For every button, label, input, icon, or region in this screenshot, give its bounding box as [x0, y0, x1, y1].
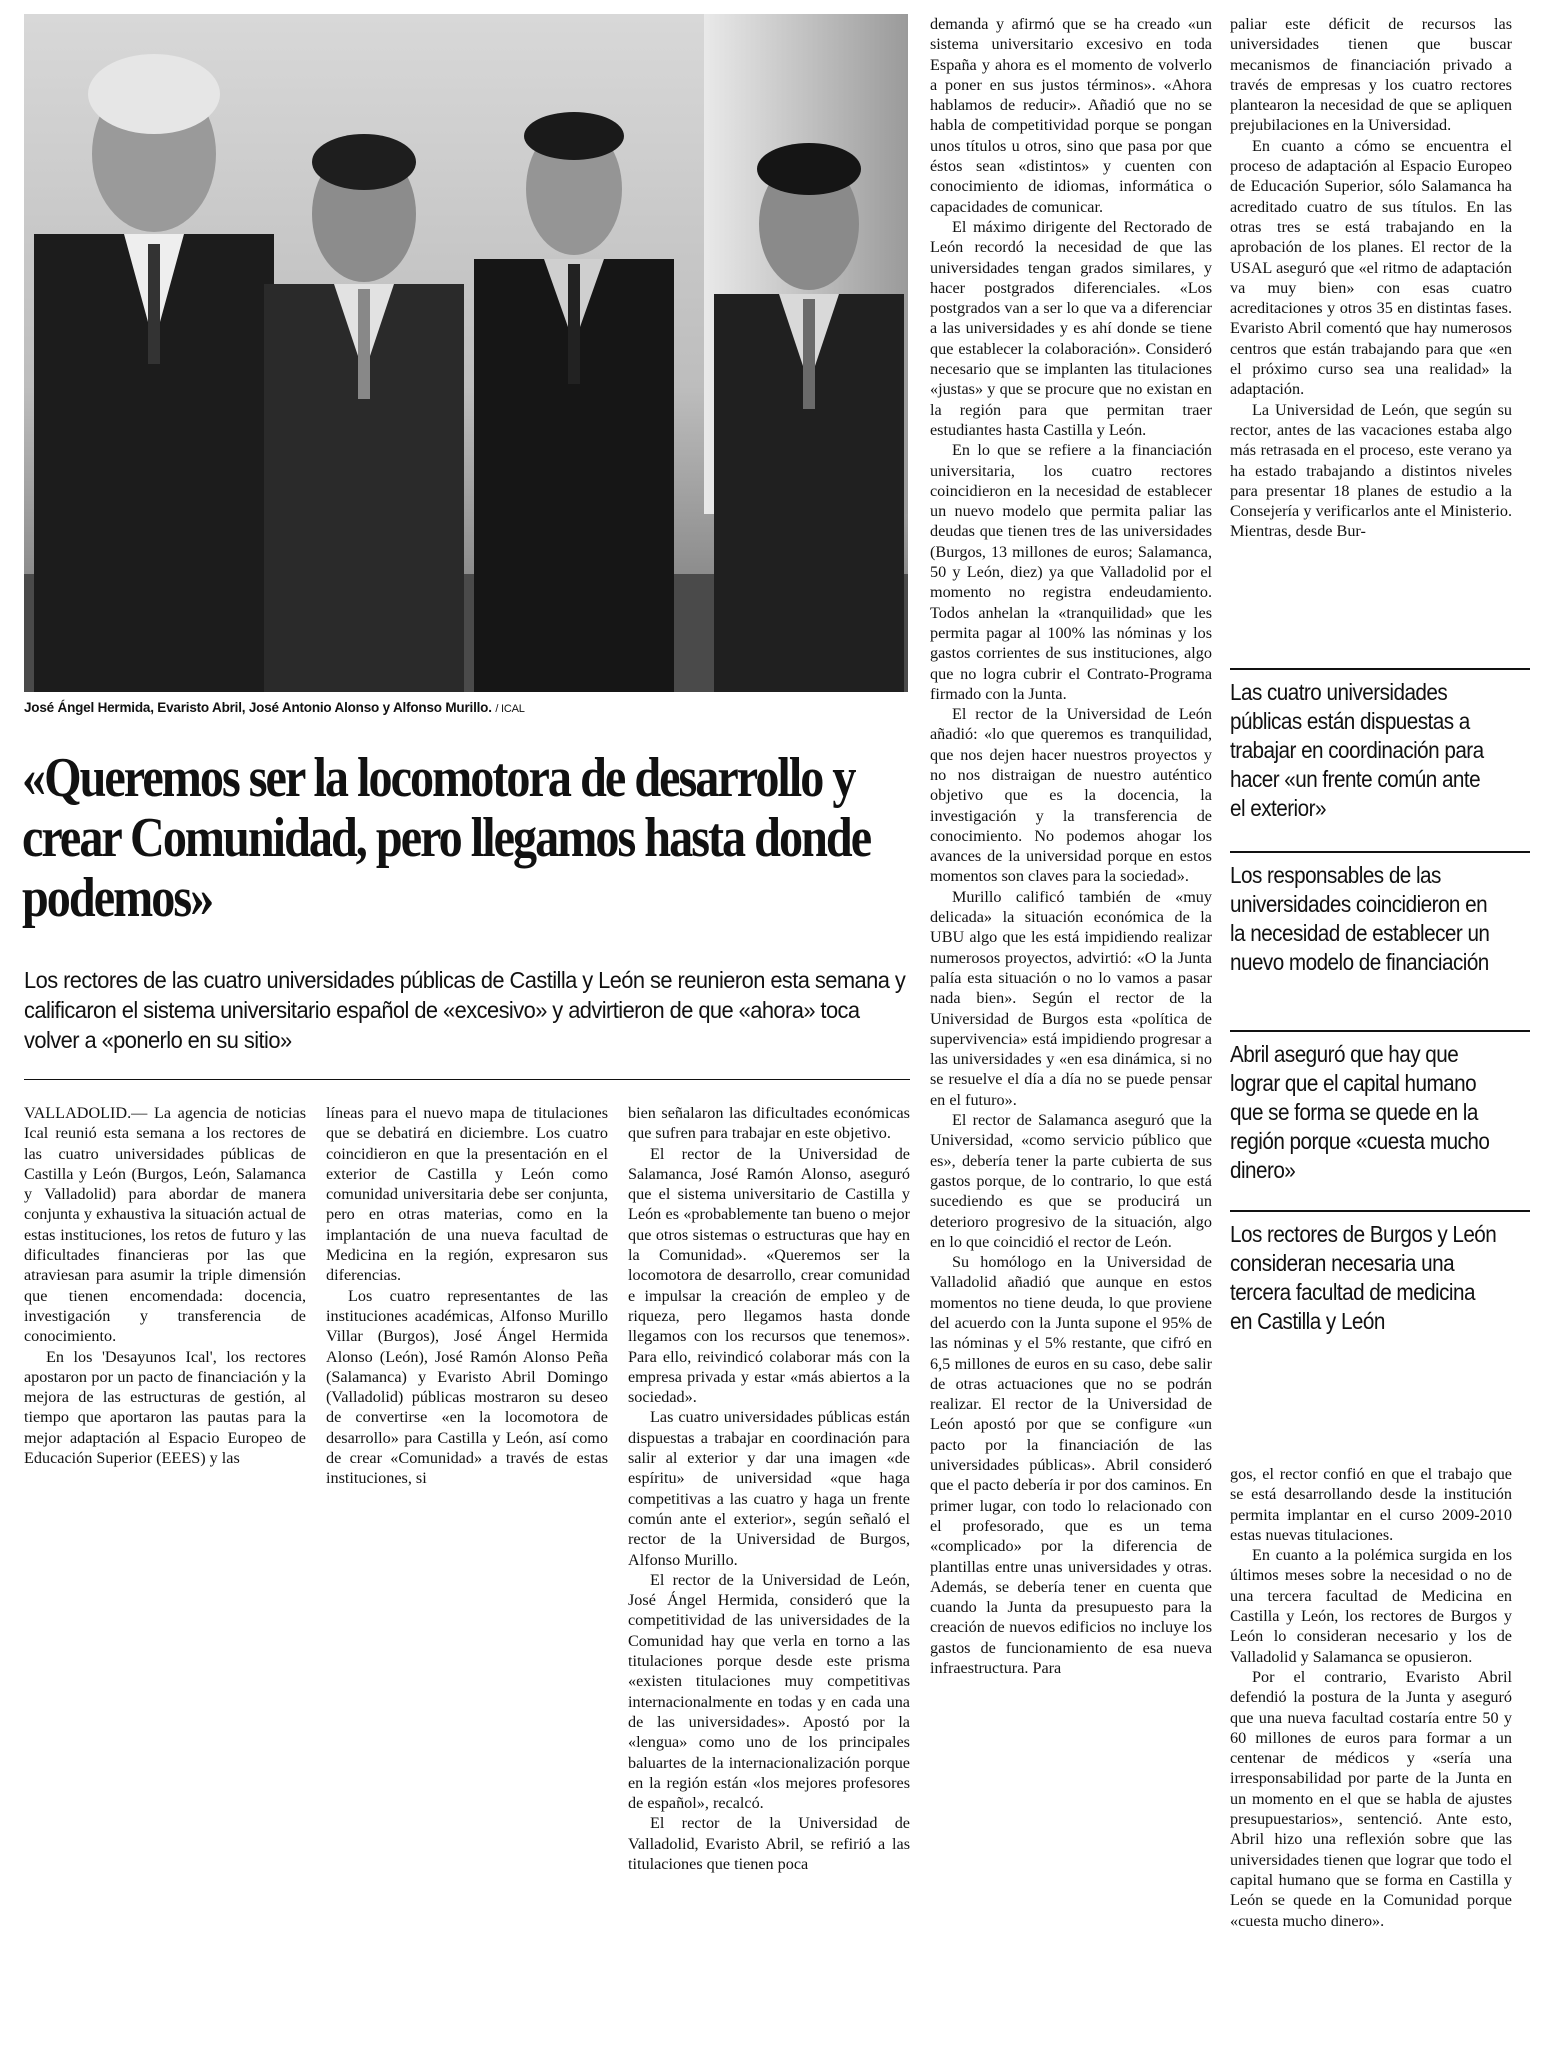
pullquote-3: Abril aseguró que hay que lograr que el capital humano que se forma se quede en la región porque «cuesta mucho dinero»	[1230, 1041, 1490, 1183]
caption-names: José Ángel Hermida, Evaristo Abril, José Antonio Alonso y Alfonso Murillo.	[24, 700, 492, 715]
column-5-continued	[1230, 1464, 1512, 1931]
paragraph: gos, el rector confió en que el trabajo que se está desarrollando desde la institución permita implantar en el curso 2009-2010 estas nuevas titulaciones.	[1230, 1465, 1512, 1544]
paragraph: paliar este déficit de recursos las universidades tienen que buscar mecanismos de financiación privado a través de empresas y los cuatro rectores plantearon la necesidad de que se apliquen prejubilaciones en la Universidad.	[1230, 15, 1512, 135]
section-divider	[24, 1079, 910, 1080]
headline: «Queremos ser la locomotora de desarrollo y crear Comunidad, pero llegamos hasta donde podemos»	[22, 747, 871, 929]
pullquote-rule	[1230, 1030, 1530, 1032]
paragraph: La Universidad de León, que según su rector, antes de las vacaciones estaba algo más retrasada en el proceso, este verano ya ha estado trabajando a distintos niveles para presentar 18 planes de estudio a la Consejería y verificarlos ante el Ministerio. Mientras, desde Bur-	[1230, 400, 1512, 541]
paragraph: En cuanto a cómo se encuentra el proceso de adaptación al Espacio Europeo de Educación Superior, sólo Salamanca ha acreditado cuatro de sus títulos. En las otras tres se está trabajando en la aprobación de los planes. El rector de la USAL aseguró que «el ritmo de adaptación va muy bien» con esas cuatro acreditaciones y otros 35 en distintas fases. Evaristo Abril comentó que hay numerosos centros que están trabajando para que «en el próximo curso sea una realidad» la adaptación.	[1230, 136, 1512, 399]
column-3	[628, 1103, 910, 1874]
paragraph: VALLADOLID.— La agencia de noticias Ical reunió esta semana a los rectores de las cuatro universidades públicas de Castilla y León (Burgos, León, Salamanca y Valladolid) para abordar de manera conjunta y exhaustiva la situación actual de estas instituciones, los retos de futuro y las dificultades financieras por las que atraviesan para asumir la triple dimensión que tienen encomendada: docencia, investigación y transferencia de conocimiento.	[24, 1104, 306, 1346]
paragraph: El rector de la Universidad de León, José Ángel Hermida, consideró que la competitividad de las universidades de la Comunidad hay que verla en torno a las titulaciones porque desde este prisma «existen titulaciones muy competitivas internacionalmente en todas y en cada una de las universidades». Apostó por la «lengua» como uno de los principales baluartes de la internacionalización porque en la región están «los mejores profesores de español», recalcó.	[628, 1570, 910, 1813]
paragraph: Los cuatro representantes de las instituciones académicas, Alfonso Murillo Villar (Burgos), José Ángel Hermida Alonso (León), José Ramón Alonso Peña (Salamanca) y Evaristo Abril Domingo (Valladolid) públicas mostraron su deseo de convertirse «en la locomotora de desarrollo» para Castilla y León, así como de crear «Comunidad» a través de estas instituciones, si	[326, 1286, 608, 1488]
pullquote-2: Los responsables de las universidades coincidieron en la necesidad de establecer un nuevo modelo de financiación	[1230, 862, 1490, 975]
paragraph: El rector de la Universidad de Salamanca, José Ramón Alonso, aseguró que el sistema universitario de Castilla y León es «probablemente tan bueno o mejor que otros sistemas o estructuras que hay en la Comunidad». «Queremos ser la locomotora de desarrollo, crear comunidad e impulsar la creación de empleo y de riqueza, pero llegamos hasta donde llegamos con los recursos que tenemos». Para ello, reivindicó colaborar más con la empresa privada y estar «más abiertos a la sociedad».	[628, 1144, 910, 1407]
photo-illustration	[24, 14, 908, 692]
paragraph: bien señalaron las dificultades económicas que sufren para trabajar en este objetivo.	[628, 1104, 910, 1143]
photo-caption	[24, 700, 908, 715]
paragraph: En cuanto a la polémica surgida en los últimos meses sobre la necesidad o no de una tercera facultad de Medicina en Castilla y León, los rectores de Burgos y León lo consideran necesario y los de Valladolid y Salamanca se opusieron.	[1230, 1546, 1512, 1666]
caption-credit: / ICAL	[495, 703, 525, 715]
pullquote-1: Las cuatro universidades públicas están dispuestas a trabajar en coordinación para hacer «un frente común ante el exterior»	[1230, 679, 1484, 821]
paragraph: El rector de Salamanca aseguró que la Universidad, «como servicio público que es», debería tener la parte cubierta de sus gastos porque, de lo contrario, lo que está sucediendo es que se producirá un deterioro progresivo de la situación, algo en lo que coincidió el rector de León.	[930, 1111, 1212, 1251]
paragraph: El rector de la Universidad de Valladolid, Evaristo Abril, se refirió a las titulaciones que tienen poca	[628, 1814, 910, 1873]
paragraph: Murillo calificó también de «muy delicada» la situación económica de la UBU algo que les está impidiendo realizar numerosos proyectos, advirtió: «O la Junta palía esta situación o no lo vamos a pasar nada bien». Según el rector de la Universidad de Burgos esta «política de supervivencia» está impidiendo progresar a las universidades y «en esa dinámica, si no se resuelve el día a día no se puede pensar en el futuro».	[930, 887, 1212, 1109]
paragraph: Por el contrario, Evaristo Abril defendió la postura de la Junta y aseguró que una nueva facultad costaría entre 50 y 60 millones de euros para formar a un centenar de médicos y «sería una irresponsabilidad por parte de la Junta en un momento en el que se habla de ajustes presupuestarios», sentenció. Ante esto, Abril hizo una reflexión sobre que las universidades tienen que lograr que todo el capital humano que se forma en Castilla y León se quede en la Comunidad porque «cuesta mucho dinero».	[1230, 1667, 1512, 1930]
column-1	[24, 1103, 306, 1468]
pullquote-4: Los rectores de Burgos y León consideran necesaria una tercera facultad de medicina en Castilla y León	[1230, 1221, 1497, 1334]
paragraph: Su homólogo en la Universidad de Valladolid añadió que aunque en estos momentos no tiene deuda, lo que proviene del acuerdo con la Junta supone el 95% de las nóminas y el 5% restante, que cifró en 6,5 millones de euros en su caso, debe salir de otras actuaciones que no se podrán realizar. El rector de la Universidad de León apostó por que se configure «un pacto por la financiación de las universidades públicas». Abril consideró que el pacto debería ir por dos caminos. En primer lugar, con todo lo relacionado con el profesorado, que es un tema «complicado» por la diferencia de plantillas entre unas universidades y otras. Además, se debería tener en cuenta que cuando la Junta da presupuesto para la creación de nuevos edificios no incluye los gastos de funcionamiento de esa nueva infraestructura. Para	[930, 1253, 1212, 1678]
paragraph: El rector de la Universidad de León añadió: «lo que queremos es tranquilidad, que nos dejen hacer nuestros proyectos y no nos distraigan de nuestro auténtico objetivo que es la docencia, la investigación y la transferencia de conocimiento. No podemos ahogar los avances de la universidad porque en estos momentos son claves para la sociedad».	[930, 705, 1212, 886]
pullquote-rule	[1230, 851, 1530, 853]
pullquote-rule	[1230, 668, 1530, 670]
paragraph: El máximo dirigente del Rectorado de León recordó la necesidad de que las universidades tengan grados similares, y hacer postgrados diferenciales. «Los postgrados van a ser lo que va a diferenciar a las universidades y es ahí donde se tiene que establecer la colaboración». Consideró necesario que se implanten las titulaciones «justas» y que se procure que no existan en la región para que permitan traer estudiantes hasta Castilla y León.	[930, 217, 1212, 439]
rectors-photo	[24, 14, 908, 692]
paragraph: En lo que se refiere a la financiación universitaria, los cuatro rectores coincidieron en la necesidad de establecer un nuevo modelo que permita paliar las deudas que tienen tres de las universidades (Burgos, 13 millones de euros; Salamanca, 50 y León, diez) ya que Valladolid por el momento no registra endeudamiento. Todos anhelan la «tranquilidad» que les permita pagar al 100% las nóminas y los gastos corrientes de sus instituciones, algo que no logra cubrir el Contrato-Programa firmado con la Junta.	[930, 441, 1212, 703]
paragraph: líneas para el nuevo mapa de titulaciones que se debatirá en diciembre. Los cuatro coincidieron en que la presentación en el exterior de Castilla y León como comunidad universitaria debe ser conjunta, pero en otras materias, como en la implantación de una nueva facultad de Medicina en la región, expresaron sus diferencias.	[326, 1104, 608, 1285]
subhead: Los rectores de las cuatro universidades públicas de Castilla y León se reunieron esta semana y calificaron el sistema universitario español de «excesivo» y advirtieron de que «ahora» toca volver a «ponerlo en su sitio»	[24, 967, 906, 1053]
paragraph: Las cuatro universidades públicas están dispuestas a trabajar en coordinación para salir al exterior y dar una imagen «de espíritu» de universidad «que haga competitivas a las cuatro y haga un frente común ante el exterior», según señaló el rector de la Universidad de Burgos, Alfonso Murillo.	[628, 1408, 910, 1569]
column-2	[326, 1103, 608, 1489]
paragraph: demanda y afirmó que se ha creado «un sistema universitario excesivo en toda España y ahora es el momento de volverlo a poner en sus justos términos». «Ahora hablamos de reducir». Añadió que no se habla de competitividad porque se pongan unos títulos u otros, sino que pasa por que éstos sean «distintos» y cuenten con conocimiento de idiomas, informática o capacidades de comunicar.	[930, 15, 1212, 216]
paragraph: En los 'Desayunos Ical', los rectores apostaron por un pacto de financiación y la mejora de las estructuras de gestión, al tiempo que aportaron las pautas para la mejor adaptación al Espacio Europeo de Educación Superior (EEES) y las	[24, 1347, 306, 1468]
column-4	[930, 14, 1212, 1678]
column-5	[1230, 14, 1512, 542]
pullquote-rule	[1230, 1210, 1530, 1212]
